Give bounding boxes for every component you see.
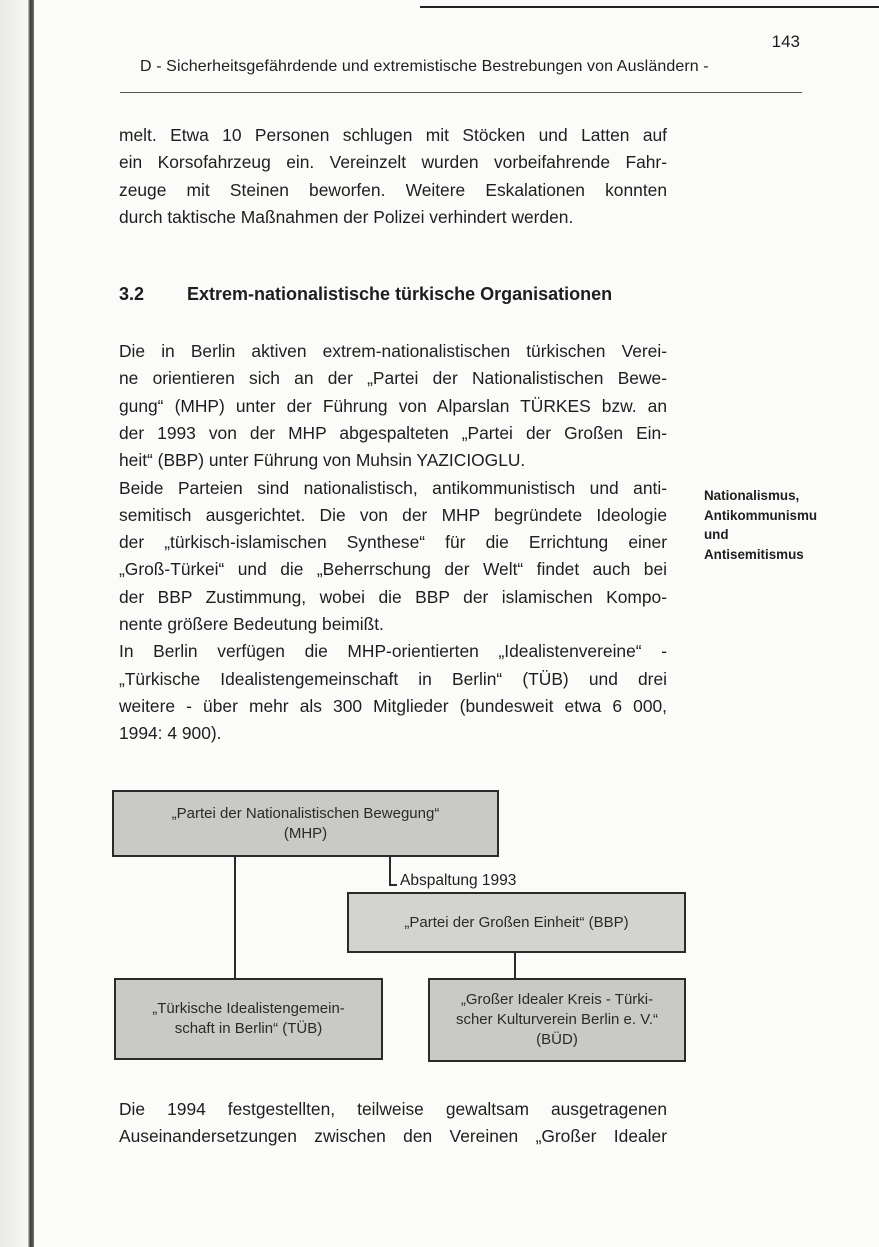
- connector-line: [514, 953, 516, 978]
- running-header: D - Sicherheitsgefährdende und extremistische Bestrebungen von Ausländern -: [140, 58, 709, 75]
- section-number: 3.2: [119, 284, 145, 304]
- text-line: „Türkische Idealistengemeinschaft in Berlin“ (TÜB) und drei: [119, 668, 667, 689]
- margin-note-line: Antisemitismus: [704, 546, 804, 562]
- paragraph-2: [119, 475, 667, 639]
- section-heading: [119, 284, 612, 305]
- text-line: Beide Parteien sind nationalistisch, antikommunistisch und anti-: [119, 477, 667, 498]
- page-number: 143: [771, 32, 800, 51]
- text-line: ein Korsofahrzeug ein. Vereinzelt wurden vorbeifahrende Fahr-: [119, 152, 667, 173]
- intro-paragraph: [119, 122, 667, 231]
- text-line: melt. Etwa 10 Personen schlugen mit Stöcken und Latten auf: [119, 125, 667, 145]
- connector-line: [389, 884, 397, 886]
- text-line: weitere - über mehr als 300 Mitglieder (bundesweit etwa 6 000,: [119, 695, 667, 716]
- connector-line: [234, 857, 236, 979]
- connector-line: [389, 857, 391, 885]
- bbp-box-line: „Partei der Großen Einheit“ (BBP): [404, 913, 629, 931]
- paragraph-1: [119, 338, 667, 474]
- tub-box-line: schaft in Berlin“ (TÜB): [174, 1020, 323, 1037]
- tub-box: [114, 978, 383, 1060]
- top-rule: [420, 6, 879, 8]
- bud-box-line: „Großer Idealer Kreis - Türki-: [460, 991, 654, 1008]
- margin-note-line: und: [704, 527, 729, 542]
- text-line: 1994: 4 900).: [119, 723, 222, 744]
- page-edge-shadow: [0, 0, 28, 1247]
- split-label: Abspaltung 1993: [400, 872, 517, 889]
- text-line: semitisch ausgerichtet. Die von der MHP begründete Ideologie: [119, 504, 667, 525]
- text-line: ne orientieren sich an der „Partei der Nationalistischen Bewe-: [119, 368, 667, 389]
- closing-paragraph: [119, 1096, 667, 1151]
- header-rule: [120, 92, 802, 93]
- text-line: Auseinandersetzungen zwischen den Vereinen „Großer Idealer: [119, 1126, 667, 1147]
- text-line: Die in Berlin aktiven extrem-nationalistischen türkischen Verei-: [119, 341, 667, 361]
- mhp-box-line: „Partei der Nationalistischen Bewegung“: [171, 804, 440, 822]
- bud-box-line: scher Kulturverein Berlin e. V.“: [455, 1011, 659, 1028]
- text-line: zeuge mit Steinen beworfen. Weitere Eskalationen konnten: [119, 179, 667, 200]
- text-line: der 1993 von der MHP abgespalteten „Partei der Großen Ein-: [119, 422, 667, 443]
- text-line: der BBP Zustimmung, wobei die BBP der islamischen Kompo-: [119, 586, 667, 607]
- bud-box: [428, 978, 686, 1062]
- text-line: der „türkisch-islamischen Synthese“ für die Errichtung einer: [119, 532, 667, 553]
- book-spine: [28, 0, 34, 1247]
- bbp-box: [347, 892, 686, 953]
- text-line: heit“ (BBP) unter Führung von Muhsin YAZICIOGLU.: [119, 450, 526, 471]
- mhp-box-line: (MHP): [283, 824, 328, 842]
- tub-box-line: „Türkische Idealistengemein-: [152, 1000, 345, 1017]
- paragraph-3: [119, 638, 667, 747]
- section-title: Extrem-nationalistische türkische Organisationen: [187, 284, 613, 304]
- text-line: „Groß-Türkei“ und die „Beherrschung der Welt“ findet auch bei: [119, 559, 667, 580]
- mhp-box: [112, 790, 499, 857]
- margin-note-line: Nationalismus,: [704, 488, 800, 503]
- text-line: durch taktische Maßnahmen der Polizei verhindert werden.: [119, 206, 574, 227]
- margin-note: [704, 486, 874, 564]
- text-line: nente größere Bedeutung beimißt.: [119, 613, 384, 634]
- text-line: In Berlin verfügen die MHP-orientierten „Idealistenvereine“ -: [119, 641, 667, 662]
- text-line: Die 1994 festgestellten, teilweise gewaltsam ausgetragenen: [119, 1099, 667, 1119]
- text-line: gung“ (MHP) unter der Führung von Alparslan TÜRKES bzw. an: [119, 395, 667, 416]
- bud-box-line: (BÜD): [536, 1031, 578, 1048]
- margin-note-line: Antikommunismu: [704, 507, 818, 523]
